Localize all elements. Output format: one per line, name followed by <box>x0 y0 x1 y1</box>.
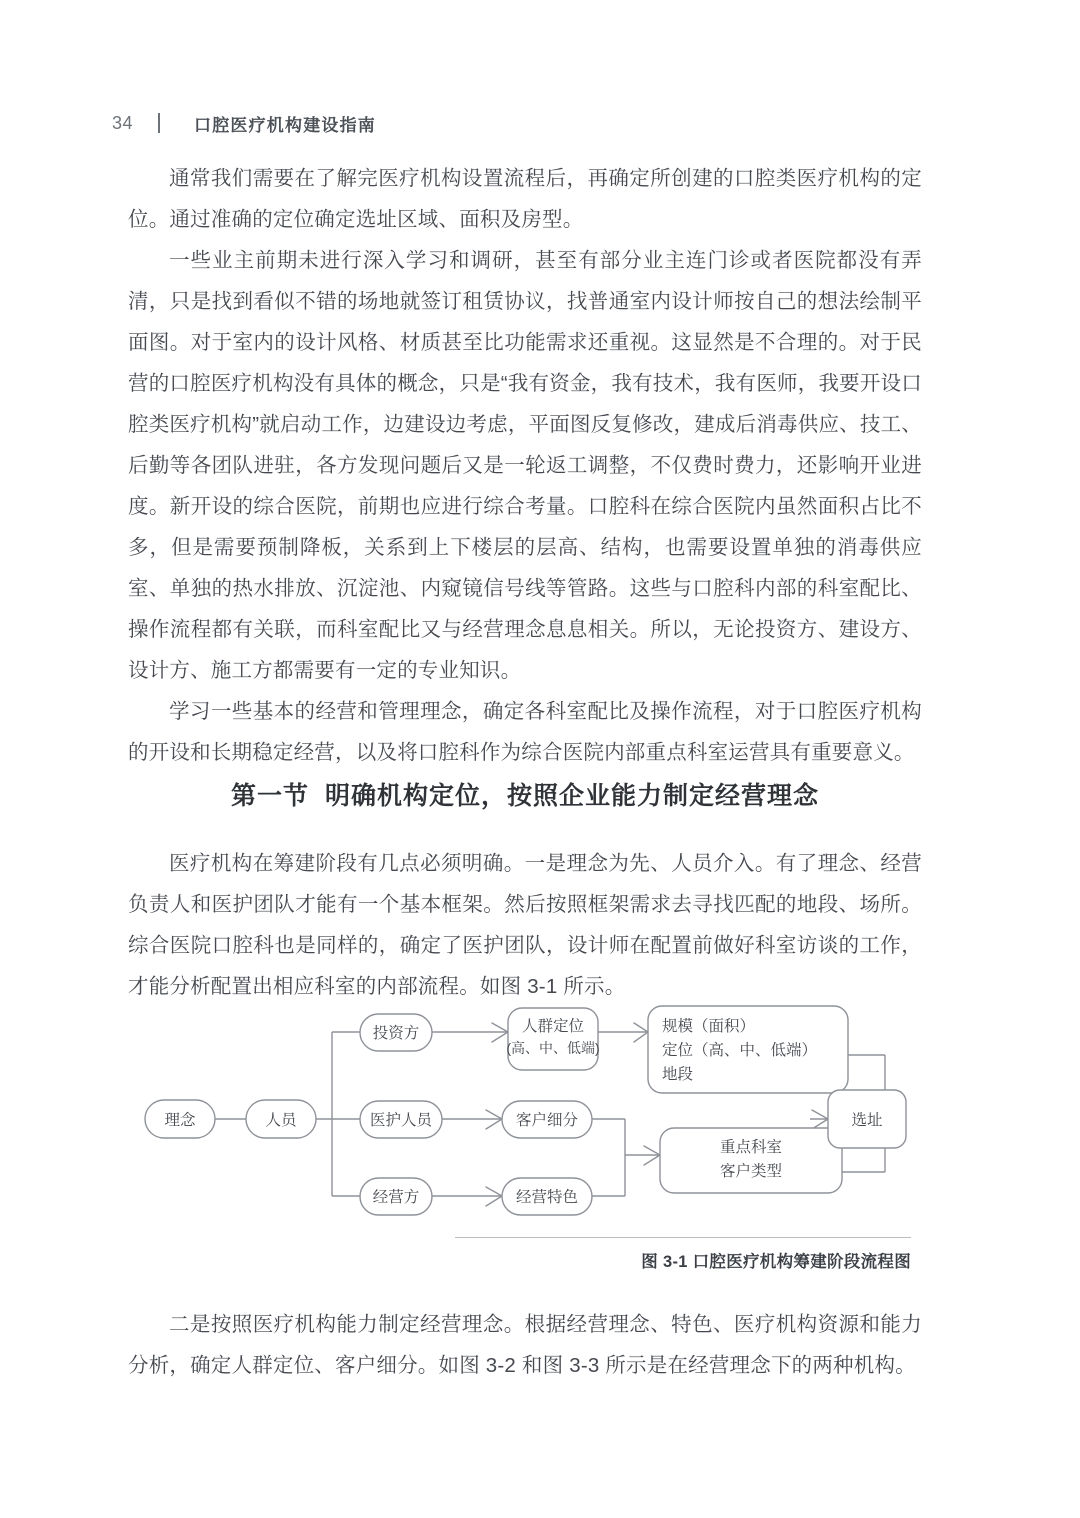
body-text-middle <box>128 843 922 1007</box>
node-kehuxifen-label: 客户细分 <box>515 1112 579 1129</box>
paragraph: 一些业主前期未进行深入学习和调研，甚至有部分业主连门诊或者医院都没有弄清，只是找到看似不错的场地就签订租赁协议，找普通室内设计师按自己的想法绘制平面图。对于室内的设计风格、材质甚至比功能需求还重视。这显然是不合理的。对于民营的口腔医疗机构没有具体的概念，只是“我有资金，我有技术，我有医师，我要开设口腔类医疗机构”就启动工作，边建设边考虑，平面图反复修改，建成后消毒供应、技工、后勤等各团队进驻，各方发现问题后又是一轮返工调整，不仅费时费力，还影响开业进度。新开设的综合医院，前期也应进行综合考量。口腔科在综合医院内虽然面积占比不多，但是需要预制降板，关系到上下楼层的层高、结构，也需要设置单独的消毒供应室、单独的热水排放、沉淀池、内窥镜信号线等管路。这些与口腔科内部的科室配比、操作流程都有关联，而科室配比又与经营理念息息相关。所以，无论投资方、建设方、设计方、施工方都需要有一定的专业知识。 <box>128 249 922 682</box>
section-heading <box>128 776 922 812</box>
node-renyuan-label: 人员 <box>265 1112 297 1129</box>
node-yihurenyuan <box>360 1101 442 1138</box>
node-zhongdiankeshi-label-1: 重点科室 <box>719 1139 783 1156</box>
page-number: 34 <box>112 112 134 133</box>
node-jingyingtese-label: 经营特色 <box>515 1189 579 1206</box>
body-text-bottom <box>128 1304 922 1386</box>
node-kehuxifen <box>502 1101 592 1138</box>
node-zhongdiankeshi-kehuleixing <box>660 1128 842 1193</box>
node-renqundingwei-label-2: (高、中、低端) <box>506 1040 600 1056</box>
node-jingyingfang <box>360 1178 432 1215</box>
figure-caption-rule <box>455 1237 911 1238</box>
node-xuanzhi <box>828 1090 906 1148</box>
node-linian-label: 理念 <box>164 1112 196 1129</box>
node-jingyingtese <box>502 1178 592 1215</box>
running-header <box>112 110 376 136</box>
node-guimo-dingwei-duanduan <box>648 1006 848 1093</box>
section-title: 明确机构定位，按照企业能力制定经营理念 <box>325 782 820 810</box>
node-zhongdiankeshi-label-2: 客户类型 <box>719 1163 783 1180</box>
node-touzifang-label: 投资方 <box>372 1025 420 1042</box>
node-guimo-label-1: 规模（面积） <box>662 1018 756 1035</box>
node-xuanzhi-label: 选址 <box>851 1112 883 1129</box>
paragraph: 通常我们需要在了解完医疗机构设置流程后，再确定所创建的口腔类医疗机构的定位。通过准确的定位确定选址区域、面积及房型。 <box>128 167 922 231</box>
book-title: 口腔医疗机构建设指南 <box>194 115 376 135</box>
node-guimo-label-3: 地段 <box>662 1066 694 1083</box>
header-divider <box>158 113 160 133</box>
node-guimo-label-2: 定位（高、中、低端） <box>662 1042 818 1059</box>
paragraph: 医疗机构在筹建阶段有几点必须明确。一是理念为先、人员介入。有了理念、经营负责人和医护团队才能有一个基本框架。然后按照框架需求去寻找匹配的地段、场所。综合医院口腔科也是同样的，确定了医护团队，设计师在配置前做好科室访谈的工作，才能分析配置出相应科室的内部流程。如图 3-1 所示。 <box>128 852 922 998</box>
node-renqundingwei <box>506 1008 599 1070</box>
paragraph: 二是按照医疗机构能力制定经营理念。根据经营理念、特色、医疗机构资源和能力分析，确定人群定位、客户细分。如图 3-2 和图 3-3 所示是在经营理念下的两种机构。 <box>128 1313 922 1377</box>
body-text-top <box>128 158 922 773</box>
node-touzifang <box>360 1014 432 1051</box>
section-number: 第一节 <box>230 782 309 810</box>
node-renyuan <box>246 1100 316 1138</box>
figure-caption: 图 3-1 口腔医疗机构筹建阶段流程图 <box>641 1253 911 1271</box>
node-linian <box>145 1100 215 1138</box>
figure-3-1-flowchart <box>120 1000 920 1225</box>
node-yihurenyuan-label: 医护人员 <box>369 1112 433 1129</box>
node-renqundingwei-label-1: 人群定位 <box>521 1018 585 1035</box>
paragraph: 学习一些基本的经营和管理理念，确定各科室配比及操作流程，对于口腔医疗机构的开设和长期稳定经营，以及将口腔科作为综合医院内部重点科室运营具有重要意义。 <box>128 700 922 764</box>
node-jingyingfang-label: 经营方 <box>372 1189 420 1206</box>
